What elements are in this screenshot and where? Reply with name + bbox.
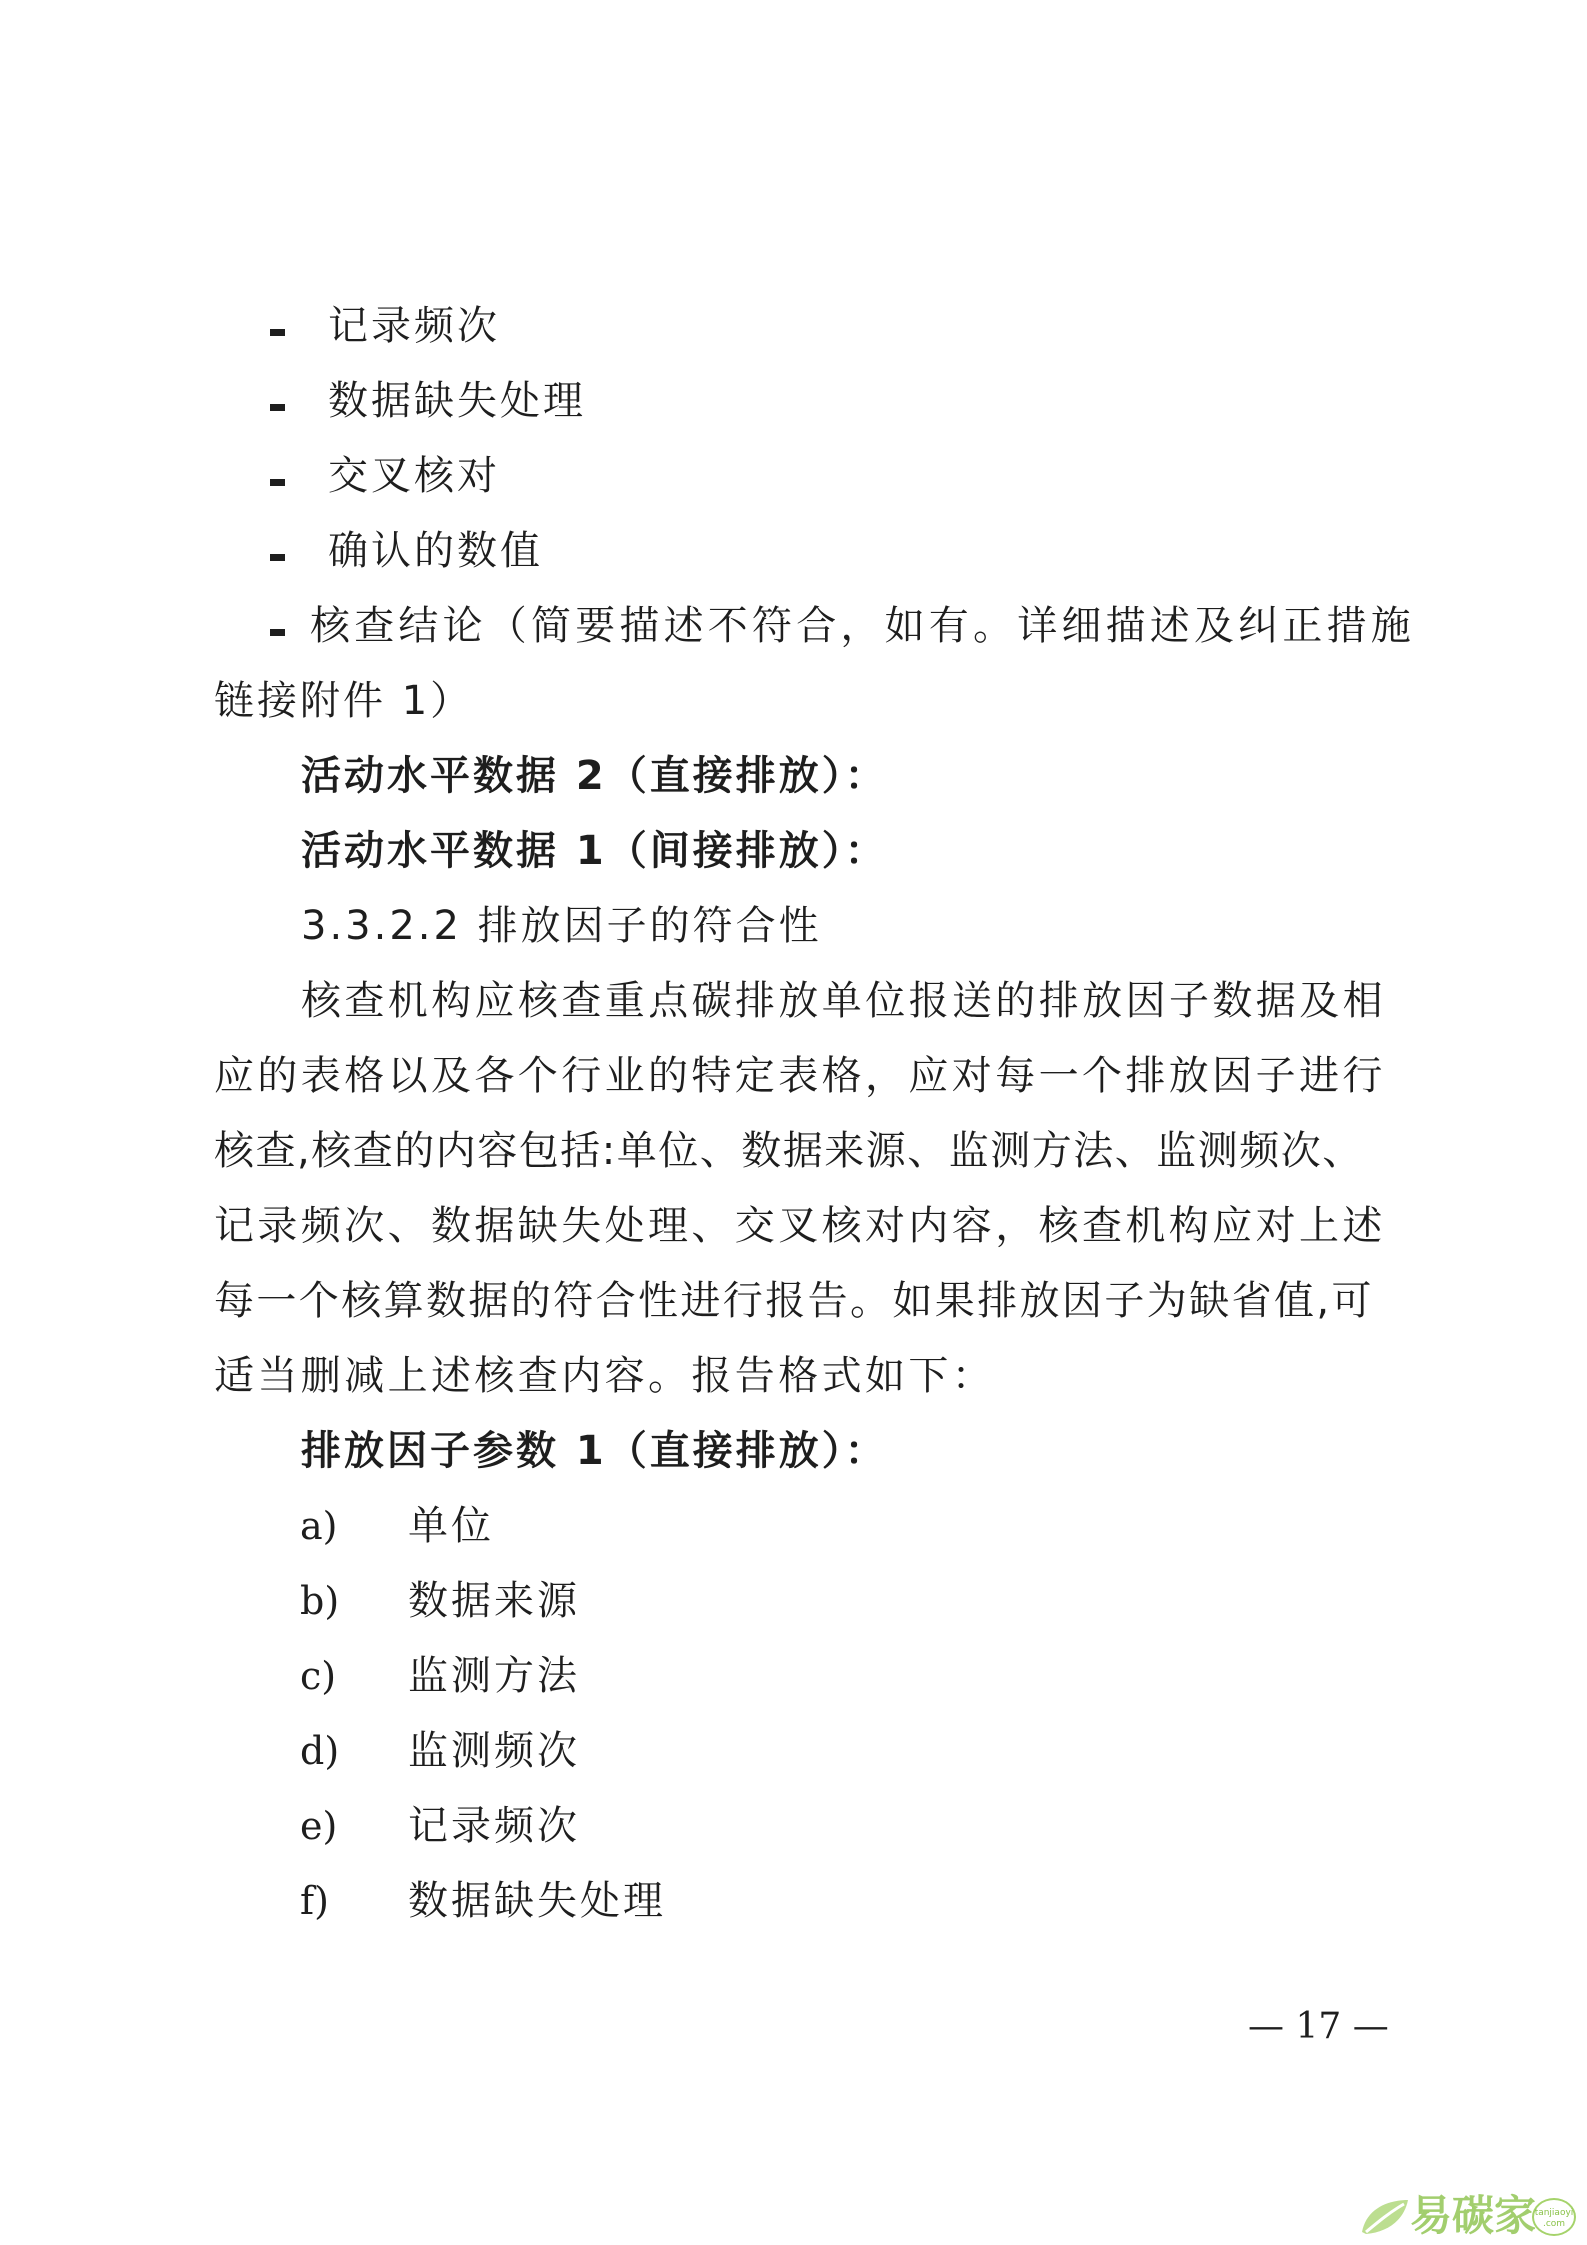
list-item-text: 单位	[408, 1503, 494, 1549]
factor-heading: 排放因子参数 1（直接排放）：	[301, 1428, 888, 1474]
list-marker: e)	[300, 1804, 338, 1848]
list-item-text: 数据缺失处理	[408, 1878, 666, 1924]
bullet-text: 交叉核对	[328, 453, 500, 499]
list-item-text: 监测频次	[408, 1728, 580, 1774]
paragraph-line: 记录频次、数据缺失处理、交叉核对内容，核查机构应对上述	[214, 1203, 1386, 1249]
paragraph-line: 应的表格以及各个行业的特定表格，应对每一个排放因子进行	[214, 1053, 1386, 1099]
leaf-logo-icon	[1356, 2194, 1414, 2238]
paragraph-line: 核查机构应核查重点碳排放单位报送的排放因子数据及相	[301, 978, 1386, 1024]
dash-bullet-icon	[270, 629, 285, 636]
bullet-text: 确认的数值	[328, 528, 543, 574]
page-number: — 17 —	[1248, 2006, 1389, 2047]
list-item-text: 数据来源	[408, 1578, 580, 1624]
list-marker: c)	[300, 1654, 337, 1698]
watermark-domain: tanjiaoyi .com	[1532, 2198, 1576, 2236]
list-marker: a)	[300, 1504, 338, 1548]
bullet-text: 记录频次	[328, 303, 500, 349]
activity-heading-indirect: 活动水平数据 1（间接排放）：	[301, 828, 888, 874]
dash-bullet-icon	[270, 329, 285, 336]
list-marker: f)	[300, 1879, 329, 1923]
paragraph-line: 每一个核算数据的符合性进行报告。如果排放因子为缺省值,可	[214, 1278, 1374, 1324]
list-item-text: 监测方法	[408, 1653, 580, 1699]
watermark	[1356, 2188, 1581, 2243]
dash-bullet-icon	[270, 404, 285, 411]
dash-bullet-icon	[270, 554, 285, 561]
paragraph-line: 核查,核查的内容包括:单位、数据来源、监测方法、监测频次、	[214, 1128, 1364, 1174]
section-heading: 3.3.2.2 排放因子的符合性	[301, 903, 822, 949]
conclusion-line-1: 核查结论（简要描述不符合，如有。详细描述及纠正措施	[310, 603, 1415, 649]
dash-bullet-icon	[270, 479, 285, 486]
watermark-brand: 易碳家	[1410, 2191, 1537, 2240]
activity-heading-direct: 活动水平数据 2（直接排放）：	[301, 753, 888, 799]
list-marker: d)	[300, 1729, 340, 1773]
paragraph-line: 适当删减上述核查内容。报告格式如下：	[214, 1353, 996, 1399]
bullet-text: 数据缺失处理	[328, 378, 586, 424]
list-marker: b)	[300, 1579, 340, 1623]
list-item-text: 记录频次	[408, 1803, 580, 1849]
conclusion-line-2: 链接附件 1）	[214, 678, 474, 724]
